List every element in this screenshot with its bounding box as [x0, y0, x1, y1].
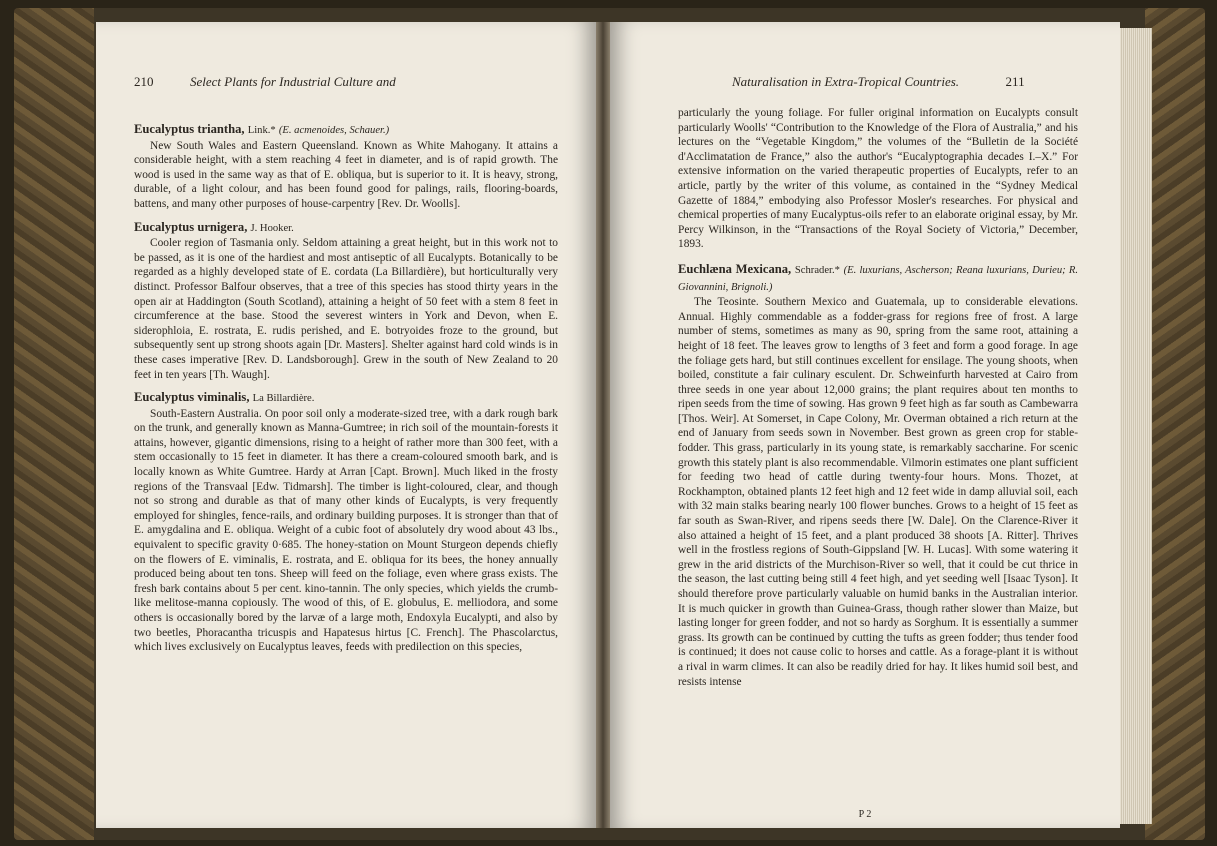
- entry-text: Cooler region of Tasmania only. Seldom attaining a great height, but in this work not to be passed, as it is one of the hardiest and most antiseptic of all Eucalypts. Botanically to be regarded as a highly developed state of E. cordata (La Billardière), but horticulturally very distinct. Professor Balfour observes, that a tree of this species has stood thirty years in the open air at Haddington (South Scotland), attaining a height of 50 feet with a stem 8 feet in circumference at the base. Stood the severest winters in York and Devon, when E. siderophloia, E. rostrata, E. rudis perished, and E. botryoides froze to the ground, but subsequently sent up strong shoots again [Dr. Masters]. Shelter against hard cold winds is in these cases imperative [Rev. D. Landsborough]. Grew in the south of New Zealand to 20 feet in ten years [Th. Waugh].: [134, 237, 558, 381]
- right-running-title: Naturalisation in Extra-Tropical Countries.: [732, 74, 960, 89]
- entry-heading: Eucalyptus viminalis, La Billardière.: [134, 390, 315, 405]
- right-page: [610, 22, 1120, 828]
- right-column: [678, 106, 1078, 691]
- entry-text: New South Wales and Eastern Queensland. Known as White Mahogany. It attains a considerable height, with a stem reaching 4 feet in diameter, and is of rapid growth. The wood is used in the same way as that of E. obliqua, but is superior to it. It is heavy, strong, durable, of a light colour, and has been found good for palings, rails, flooring-boards, battens, and many other purposes of house-carpentry [Rev. Dr. Woolls].: [134, 139, 558, 210]
- left-running-title: Select Plants for Industrial Culture and: [190, 74, 396, 89]
- left-running-head: [134, 74, 396, 90]
- entry-text: The Teosinte. Southern Mexico and Guatemala, up to considerable elevations. Annual. Highly commendable as a fodder-grass for regions free of frost. A large number of stems, sometimes as many as 90, spring from the same root, attaining a height of 18 feet. The leaves grow to lengths of 3 feet and form a good forage. In age the foliage gets hard, but still continues excellent for ensilage. The young shoots, when boiled, constitute a fair culinary esculent. Dr. Schweinfurth harvested at Cairo from three seeds in one year about 12,000 grains; the plant requires about ten months to ripen seeds from the time of sowing. Has grown 9 feet high as far south as Cambewarra [Thos. Weir]. At Somerset, in Cape Colony, Mr. Overman obtained a rich return at the end of January from seeds sown in November. Best grown as green crop for stable-fodder. This grass, particularly in its young state, is remarkably saccharine. For scenic growth this stately plant is also recommendable. Vilmorin estimates one plant sufficient for feeding two head of cattle during twenty-four hours. Mons. Thozet, at Rockhampton, obtained plants 12 feet high and 12 feet wide in damp alluvial soil, each with 32 main stalks bearing nearly 100 flower bunches. Grows to a height of 15 feet as far south as Swan-River, and ripens seeds there [W. Dale]. On the Clarence-River it also attained a height of 15 feet, and a plant produced 38 shoots [A. Ritter]. Thrives well in the frostless regions of South-Gippsland [W. H. Lucas]. With some watering it grew in the arid districts of the Murchison-River so well, that it could be cut thrice in the season, the last cutting being still 4 feet high, and yet seeding well [Isaac Tyson]. It should therefore prove particularly valuable on humid banks in the Australian interior. It is much quicker in growth than Guinea-Grass, though rather slower than Maize, but lasting longer for green fodder, and not so hardy as Sorghum. It is essentially a summer grass. Its growth can be continued by cutting the tufts as green fodder; thus tender food is continued; it does not cause colic to horses and cattle. As a forage-plant it is without a rival in warm climes. It can also be readily dried for hay. It likes humid soil best, and resists intense: [678, 296, 1078, 688]
- left-page-number: 210: [134, 74, 154, 89]
- continuation-text: particularly the young foliage. For fuller original information on Eucalypts consult particularly Woolls' “Contribution to the Knowledge of the Flora of Australia,” and his lectures on the “Vegetable Kingdom,” the volumes of the “Bulletin de la Société d'Acclimatation de France,” also the author's “Eucalyptographia decades I.–X.” For extensive information on the varied therapeutic properties of Eucalypts, refer to an article, partly by the writer of this volume, as contained in the “Sydney Medical Gazette of 1884,” embodying also Professor Mosler's researches. For physical and chemical properties of many Eucalyptus-oils refer to an elaborate original essay, by Mr. Percy Wilkinson, in the “Transactions of the Royal Society of Victoria,” December, 1893.: [678, 107, 1078, 251]
- left-page: [96, 22, 596, 828]
- right-cover-edge: [1145, 8, 1205, 840]
- right-page-number: 211: [1005, 74, 1025, 89]
- page-edges: [1120, 28, 1152, 824]
- left-column: [134, 114, 558, 657]
- entry-heading: Eucalyptus urnigera, J. Hooker.: [134, 219, 294, 234]
- entry-heading: Euchlæna Mexicana, Schrader.* (E. luxurians, Ascherson; Reana luxurians, Durieu; R. Giovannini, Brignoli.): [678, 261, 1078, 293]
- entry-text: South-Eastern Australia. On poor soil only a moderate-sized tree, with a dark rough bark on the trunk, and generally known as Manna-Gumtree; in rich soil of the mountain-forests it attains, however, gigantic dimensions, rising to a height of rather more than 300 feet, with a stem occasionally to 15 feet in diameter. It has there a cream-coloured smooth bark, and is locally known as White Gumtree. Hardy at Arran [Capt. Brown]. Much liked in the frosty regions of the Transvaal [Edw. Tidmarsh]. The timber is light-coloured, clear, and though not so strong and durable as that of many other kinds of Eucalypts, is very frequently employed for shingles, fence-rails, and ordinary building purposes. It is stronger than that of E. amygdalina and E. obliqua. Weight of a cubic foot of absolutely dry wood about 43 lbs., equivalent to specific gravity 0·685. The honey-station on Mount Sturgeon depends chiefly on the flowers of E. viminalis, E. rostrata, and E. obliqua for its bees, the honey annually produced being about ten tons. Sheep will feed on the foliage, even where grass exists. The fresh bark contains about 5 per cent. kino-tannin. The only species, which yields the crumb-like melitose-manna copiously. The wood of this, of E. globulus, E. melliodora, and some others is occasionally bored by the larvæ of a large moth, Endoxyla Eucalypti, and also by two beetles, Phoracantha tricuspis and Hapatesus hirtus [C. French]. The Phascolarctus, which lives exclusively on Eucalyptus leaves, feeds with predilection on this species,: [134, 407, 558, 654]
- signature-mark: P 2: [858, 809, 872, 820]
- left-cover-edge: [14, 8, 94, 840]
- entry-heading: Eucalyptus triantha, Link.* (E. acmenoides, Schauer.): [134, 122, 390, 136]
- book-gutter: [596, 22, 610, 828]
- right-running-head: [732, 74, 1025, 90]
